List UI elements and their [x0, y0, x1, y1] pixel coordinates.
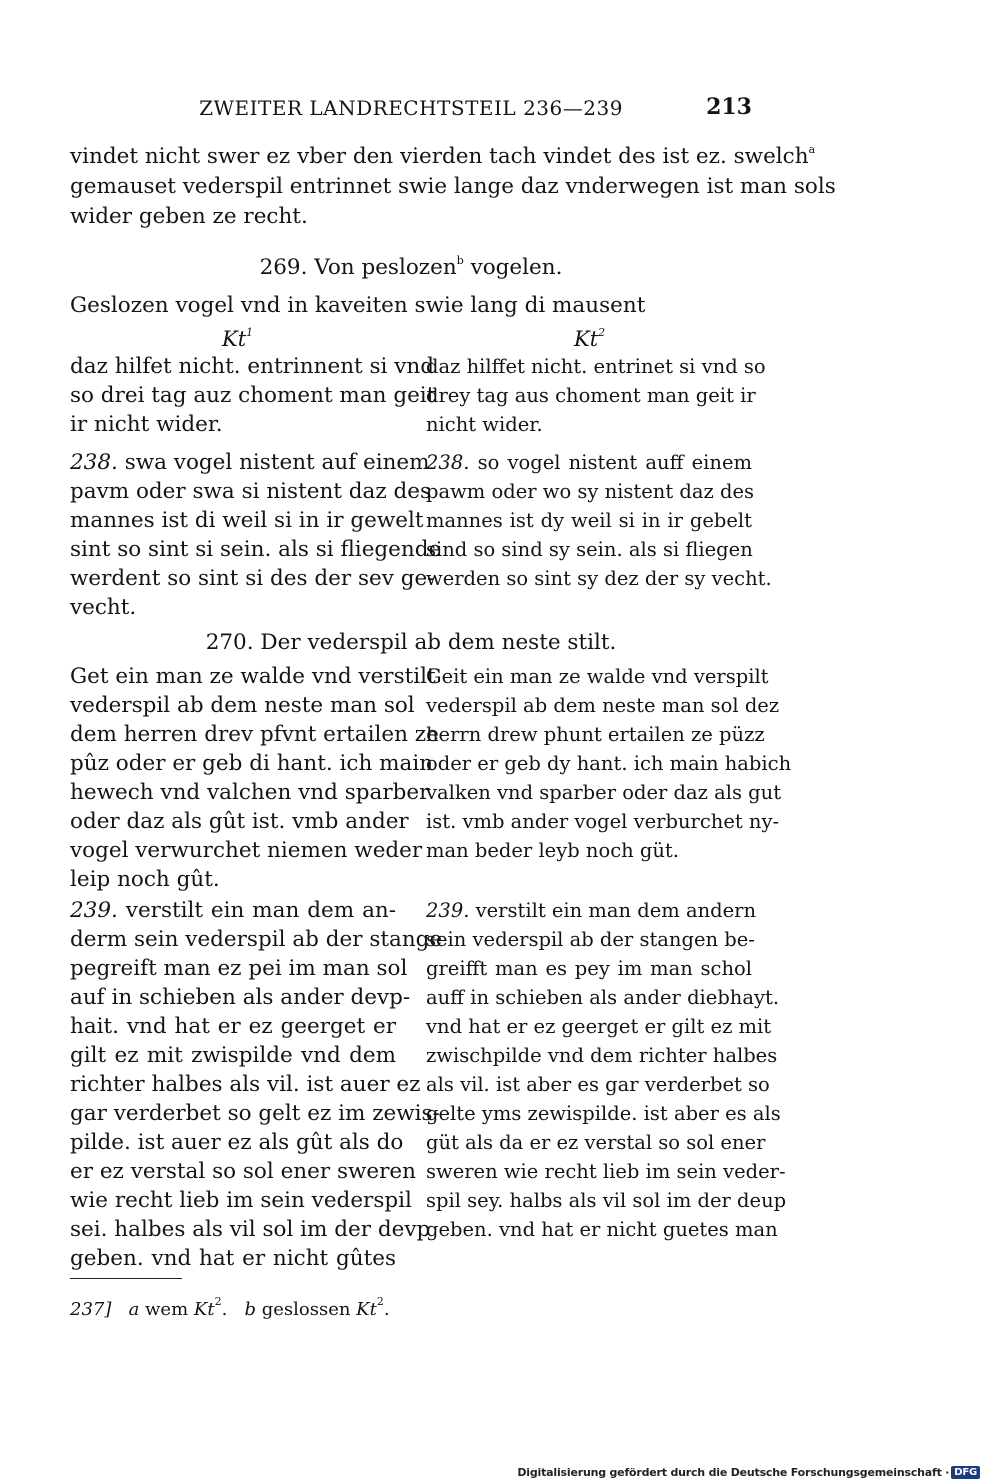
- right-paragraph-269: daz hilffet nicht. entrinet si vnd so drey tag aus choment man geit ir nicht wider.: [426, 355, 766, 436]
- left-column-siglum: Kt$^1$: [222, 326, 254, 351]
- running-title: ZWEITER LANDRECHTSTEIL 236—239: [199, 96, 623, 120]
- left-paragraph-238: 238. swa vogel nistent auf einem pavm oder swa si nistent daz des mannes ist di weil si in ir gewelt sint so sint si sein. als si fliegende werdent so sint si des der sev ge- vecht.: [70, 450, 442, 620]
- section-heading-269: 269. Von peslozen$^b$ vogelen.: [259, 254, 563, 280]
- right-paragraph-239: 239. verstilt ein man dem andern sein vederspil ab der stangen be- greifft man es pey im man schol auff in schieben als ander diebhayt. vnd hat er ez geerget er gilt ez mit zwischpilde vnd dem richter halbes als vil. ist aber es gar verderbet so gelte yms zewispilde. ist aber es als güt als da er ez verstal so sol ener sweren wie recht lieb im sein veder- spil sey. halbs als vil sol im der deup geben. vnd hat er nicht guetes man: [426, 899, 787, 1241]
- right-paragraph-270: Geit ein man ze walde vnd verspilt vederspil ab dem neste man sol dez herrn drew phunt ertailen ze püzz oder er geb dy hant. ich main habich valken vnd sparber oder daz als gut ist. vmb ander vogel verburchet ny- man beder leyb noch güt.: [426, 665, 792, 862]
- footnote-ref: 237]: [70, 1299, 112, 1320]
- funding-note: [517, 1466, 980, 1479]
- text-line: gemauset vederspil entrinnet swie lange daz vnderwegen ist man sols: [70, 174, 836, 199]
- left-paragraph-270: Get ein man ze walde vnd verstilt vederspil ab dem neste man sol dem herren drev pfvnt ertailen ze pûz oder er geb di hant. ich main hewech vnd valchen vnd sparber oder daz als gût ist. vmb ander vogel verwurchet niemen weder leip noch gût.: [70, 664, 439, 892]
- page-number: 213: [706, 94, 752, 120]
- footnote-marker: b: [456, 254, 464, 267]
- left-paragraph-239: 239. verstilt ein man dem an- derm sein vederspil ab der stange pegreift man ez pei im man sol auf in schieben als ander devp- hait. vnd hat er ez geerget er gilt ez mit zwispilde vnd dem richter halbes als vil. ist auer ez gar verderbet so gelt ez im zewis- pilde. ist auer ez als gût als do er ez verstal so sol ener sweren wie recht lieb im sein vederspil sei. halbes als vil sol im der devp geben. vnd hat er nicht gûtes: [70, 898, 443, 1271]
- footnote-rule: [70, 1278, 182, 1279]
- left-paragraph-269: daz hilfet nicht. entrinnent si vnd so drei tag auz choment man geit ir nicht wider.: [70, 354, 436, 437]
- intro-paragraph: [70, 142, 836, 232]
- paragraph-number: 239.: [70, 898, 118, 923]
- footnote: 237] a wem Kt$^2$. b geslossen Kt$^2$.: [70, 1295, 390, 1320]
- right-column-siglum: Kt$^2$: [574, 326, 606, 351]
- text-line: vindet nicht swer ez vber den vierden tach vindet des ist ez. swelch$^a$: [70, 143, 816, 169]
- funding-text: Digitalisierung gefördert durch die Deutsche Forschungsgemeinschaft ·: [517, 1466, 950, 1479]
- footnote-marker: a: [808, 143, 816, 156]
- text-line: wider geben ze recht.: [70, 204, 308, 229]
- paragraph-number: 239.: [426, 899, 470, 922]
- running-head: [70, 94, 752, 124]
- shared-line: Geslozen vogel vnd in kaveiten swie lang di mausent: [70, 293, 646, 318]
- paragraph-number: 238.: [426, 451, 470, 474]
- paragraph-number: 238.: [70, 450, 118, 475]
- section-heading-270: 270. Der vederspil ab dem neste stilt.: [205, 630, 617, 655]
- dfg-logo: DFG: [951, 1466, 980, 1479]
- right-paragraph-238: 238. so vogel nistent auff einem pawm oder wo sy nistent daz des mannes ist dy weil si in ir gebelt sind so sind sy sein. als si fliegen werden so sint sy dez der sy vecht.: [426, 451, 772, 590]
